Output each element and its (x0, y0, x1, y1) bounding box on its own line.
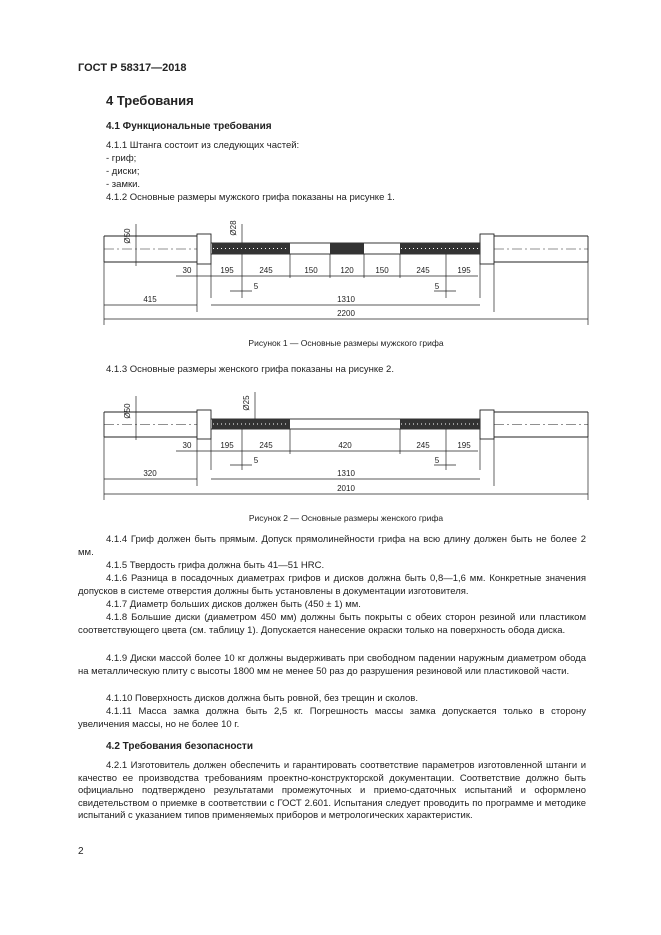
paragraph-4-1-2: 4.1.2 Основные размеры мужского грифа показаны на рисунке 1. (106, 192, 395, 203)
dimension-label: 245 (259, 441, 273, 450)
dimension-label: 420 (338, 441, 352, 450)
section-title: 4 Требования (106, 93, 194, 108)
dimension-label: 120 (340, 266, 354, 275)
grip-diameter-label: Ø28 (229, 220, 238, 236)
dimension-label: 195 (457, 266, 471, 275)
list-item: - гриф; (106, 153, 137, 164)
dimension-label: 30 (182, 441, 192, 450)
shaft-diameter-label: Ø50 (123, 228, 132, 244)
dimension-label: 195 (220, 441, 234, 450)
dimension-label: 245 (416, 266, 430, 275)
subsection-title: 4.2 Требования безопасности (106, 741, 253, 752)
paragraph-4-1-3: 4.1.3 Основные размеры женского грифа показаны на рисунке 2. (106, 364, 394, 375)
figure-1-caption: Рисунок 1 — Основные размеры мужского грифа (248, 338, 444, 348)
dimension-label: 150 (304, 266, 318, 275)
paragraph-4-1-8: 4.1.8 Большие диски (диаметром 450 мм) должны быть покрыты с обеих сторон резиной или пластиком соответствующего цвета (см. таблицу 1). Допускается нанесение окраски только на поверхность обода диска. (78, 612, 586, 636)
figure-1-drawing (0, 212, 661, 328)
paragraph-4-1-9: 4.1.9 Диски массой более 10 кг должны выдерживать при свободном падении наружным диаметром обода на металлическую плиту с высоты 1800 мм не менее 50 раз до разрушения резиновой или пластиковой части. (78, 653, 586, 677)
dimension-label: 245 (259, 266, 273, 275)
paragraph-4-2-1: 4.2.1 Изготовитель должен обеспечить и гарантировать соответствие параметров изготовленной штанги и качество ее производства требованиям проектно-конструкторской документации. Соответствие должно быть официально подтверждено результатами промежуточных и приемо-сдаточных испытаний и оформлено свидетельством о приемке в соответствии с ГОСТ 2.601. Испытания следует проводить по программе и методике испытаний с указанием типов применяемых приборов и метрологических характеристик. (78, 760, 586, 822)
document-header: ГОСТ Р 58317—2018 (78, 62, 187, 74)
dimension-label: 415 (143, 295, 157, 304)
dimension-label: 195 (220, 266, 234, 275)
list-item: - замки. (106, 179, 141, 190)
shaft-diameter-label: Ø50 (123, 403, 132, 419)
figure-1-dimension-labels (123, 220, 471, 318)
list-item: - диски; (106, 166, 140, 177)
dimension-label: 1310 (337, 469, 355, 478)
grip-diameter-label: Ø25 (242, 395, 251, 411)
dimension-label: 30 (182, 266, 192, 275)
dimension-label: 245 (416, 441, 430, 450)
paragraph-4-1-5: 4.1.5 Твердость грифа должна быть 41—51 HRC. (106, 560, 325, 571)
dimension-label: 2010 (337, 484, 355, 493)
paragraph-4-1-10: 4.1.10 Поверхность дисков должна быть ровной, без трещин и сколов. (106, 693, 418, 704)
dimension-label: 5 (434, 282, 440, 291)
subsection-title: 4.1 Функциональные требования (106, 121, 272, 132)
figure-2-caption: Рисунок 2 — Основные размеры женского грифа (248, 513, 444, 523)
paragraph-4-1-1: 4.1.1 Штанга состоит из следующих частей: (106, 140, 300, 151)
dimension-label: 1310 (337, 295, 355, 304)
paragraph-4-1-11: 4.1.11 Масса замка должна быть 2,5 кг. Погрешность массы замка допускается только в сторону увеличения массы, но не более 10 г. (78, 706, 586, 730)
dimension-label: 5 (253, 456, 259, 465)
paragraph-4-1-7: 4.1.7 Диаметр больших дисков должен быть (450 ± 1) мм. (106, 599, 361, 610)
dimension-label: 150 (375, 266, 389, 275)
dimension-label: 2200 (337, 309, 355, 318)
page-number: 2 (78, 846, 84, 857)
figure-2-dimension-labels (123, 395, 471, 493)
paragraph-4-1-4: 4.1.4 Гриф должен быть прямым. Допуск прямолинейности грифа на всю длину должен быть не более 2 мм. (78, 534, 586, 558)
dimension-label: 320 (143, 469, 157, 478)
dimension-label: 5 (434, 456, 440, 465)
dimension-label: 5 (253, 282, 259, 291)
figure-2-drawing (0, 380, 661, 500)
dimension-label: 195 (457, 441, 471, 450)
paragraph-4-1-6: 4.1.6 Разница в посадочных диаметрах грифов и дисков должна быть 0,8—1,6 мм. Конкретные значения допусков в системе отверстия должны быть установлены в документации изготовителя. (78, 573, 586, 597)
